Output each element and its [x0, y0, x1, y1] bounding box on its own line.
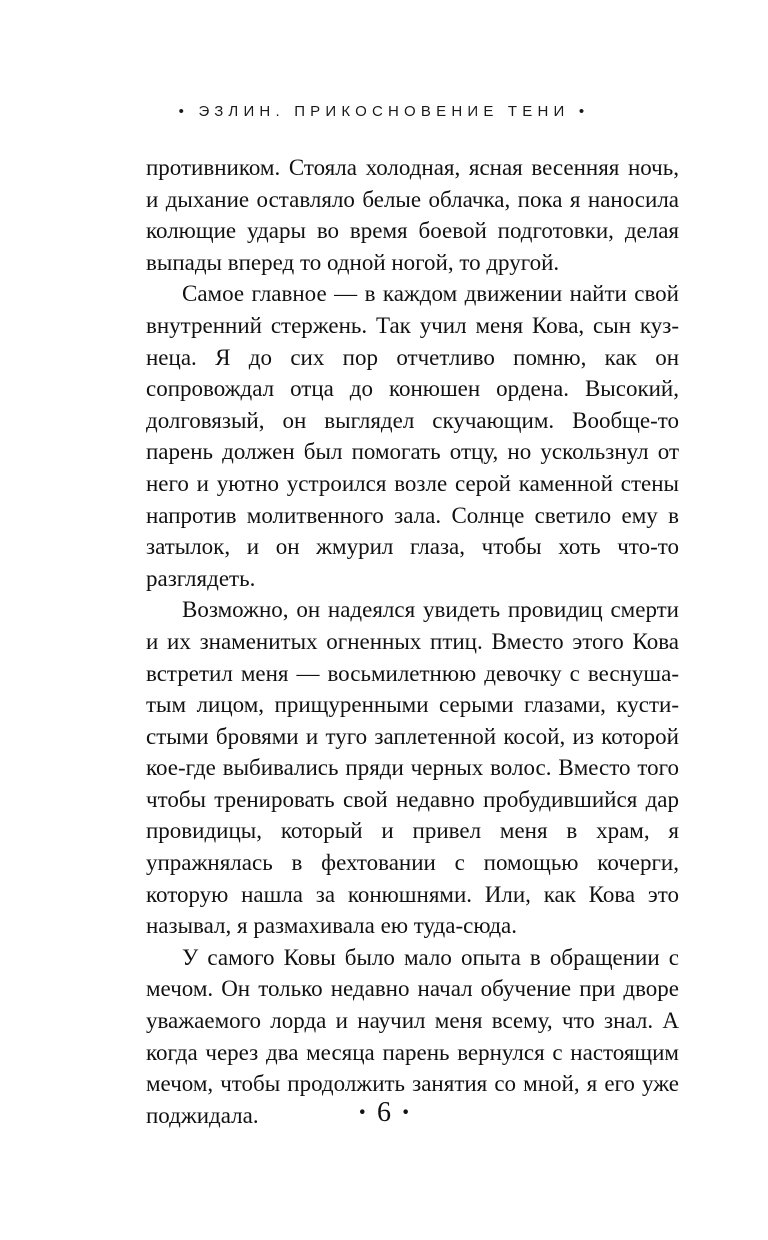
folio-dot-right: · [401, 1097, 411, 1128]
paragraph: Самое главное — в каждом движении найти свой внутренний стержень. Так учил меня Кова, сын кузнеца. Я до сих пор отчетливо помню, как он сопровождал отца до конюшен ордена. Высокий, долговязый, он выглядел скучающим. Вообще-то парень должен был помогать отцу, но ускользнул от него и уютно устроился возле серой каменной стены напротив молитвенного зала. Солнце светило ему в затылок, и он жмурил глаза, чтобы хоть что-то разглядеть. [146, 281, 679, 591]
folio-dot-left: · [357, 1097, 367, 1128]
paragraph: Возможно, он надеялся увидеть провидиц смерти и их знаменитых огненных птиц. Вместо этого Кова встретил меня — восьмилетнюю девочку с веснушатым лицом, прищуренными серыми глазами, кустистыми бровями и туго заплетенной косой, из которой кое-где выбивались пряди черных волос. Вместо того чтобы тренировать свой недавно пробудившийся дар провидицы, который и привел меня в храм, я упражнялась в фехтовании с помощью кочерги, которую нашла за конюшнями. Или, как Кова это называл, я размахивала ею туда-сюда. [146, 597, 679, 939]
running-head: • ЭЗЛИН. ПРИКОСНОВЕНИЕ ТЕНИ • [178, 103, 590, 120]
paragraph: У самого Ковы было мало опыта в обращении с мечом. Он только недавно начал обучение при дворе уважаемого лорда и научил меня всему, что знал. А когда через два месяца парень вернулся с настоящим мечом, чтобы продолжить занятия со мной, я его уже поджидала. [146, 944, 679, 1128]
page-body [146, 152, 679, 1131]
paragraph: противником. Стояла холодная, ясная весенняя ночь, и дыхание оставляло белые облачка, пока я наносила колющие удары во время боевой подготовки, делая выпады вперед то одной ногой, то другой. [146, 155, 679, 275]
page-number: 6 [377, 1097, 391, 1128]
page-number-footer [0, 1097, 768, 1129]
